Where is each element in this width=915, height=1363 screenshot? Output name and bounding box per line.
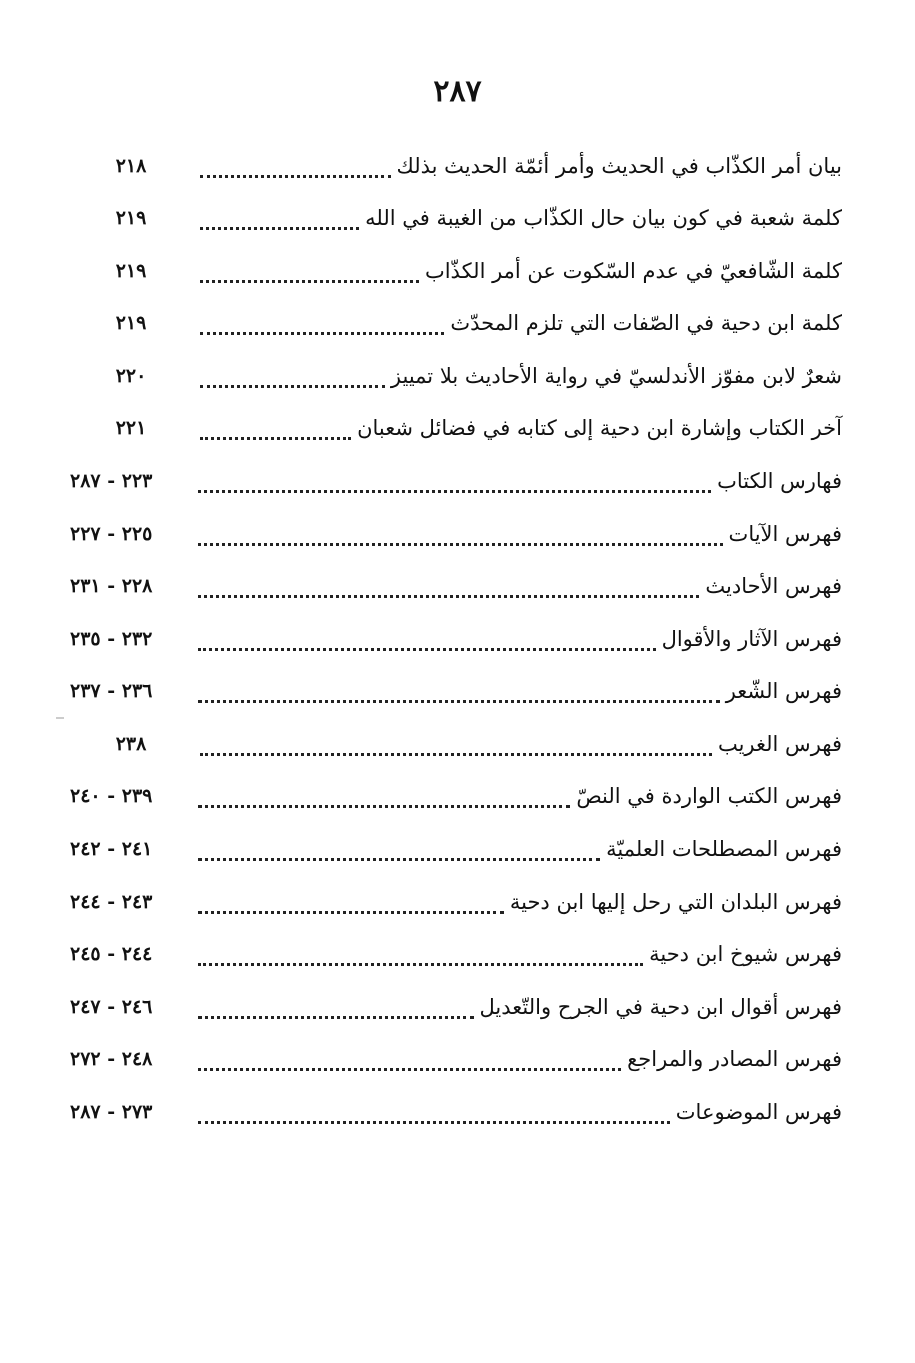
- toc-entry-page: ٢١٩: [115, 207, 147, 229]
- toc-entry-page: ٢٧٣ - ٢٨٧: [70, 1101, 153, 1123]
- toc-entry-page: ٢٤٣ - ٢٤٤: [70, 891, 153, 913]
- toc-entry-title: فهرس أقوال ابن دحية في الجرح والتّعديل: [479, 995, 842, 1019]
- toc-entry-title: فهرس الكتب الواردة في النصّ: [576, 784, 842, 808]
- toc-entry-title: شعرٌ لابن مفوّز الأندلسيّ في رواية الأحاديث بلا تمييز: [390, 364, 842, 388]
- dot-leader: [200, 385, 385, 388]
- toc-entry[interactable]: [70, 196, 842, 236]
- toc-entry-title: فهرس الموضوعات: [675, 1100, 842, 1124]
- dot-leader: [198, 595, 699, 598]
- dot-leader: [200, 280, 419, 283]
- toc-entry-page: ٢٤٦ - ٢٤٧: [70, 996, 153, 1018]
- toc-entry[interactable]: [70, 301, 842, 341]
- dot-leader: [198, 911, 504, 914]
- toc-entry-page: ٢٤٤ - ٢٤٥: [70, 943, 153, 965]
- toc-entry[interactable]: [70, 249, 842, 289]
- toc-entry-title: آخر الكتاب وإشارة ابن دحية إلى كتابه في فضائل شعبان: [357, 416, 842, 440]
- toc-entry-title: فهرس الشّعر: [725, 679, 842, 703]
- toc-entry[interactable]: [70, 512, 842, 552]
- dot-leader: [200, 227, 359, 230]
- toc-entry[interactable]: [70, 144, 842, 184]
- toc-entry-title: فهارس الكتاب: [717, 469, 842, 493]
- toc-entry-title: فهرس الأحاديث: [705, 574, 842, 598]
- toc-entry-title: فهرس الآيات: [728, 522, 842, 546]
- toc-entry[interactable]: [70, 985, 842, 1025]
- toc-entry[interactable]: [70, 459, 842, 499]
- toc-entry-title: كلمة شعبة في كون بيان حال الكذّاب من الغيبة في الله: [365, 206, 842, 230]
- toc-entry-title: فهرس المصطلحات العلميّة: [606, 837, 842, 861]
- toc-entry-page: ٢١٩: [115, 260, 147, 282]
- page-number: ٢٨٧: [433, 74, 482, 109]
- toc-entry-title: فهرس البلدان التي رحل إليها ابن دحية: [509, 890, 842, 914]
- toc-entry-page: ٢٣٩ - ٢٤٠: [70, 785, 153, 807]
- dot-leader: [198, 858, 600, 861]
- dot-leader: [200, 437, 351, 440]
- dot-leader: [198, 1121, 670, 1124]
- table-of-contents: [0, 144, 915, 1144]
- toc-entry[interactable]: [70, 880, 842, 920]
- dot-leader: [198, 648, 656, 651]
- dot-leader: [200, 753, 712, 756]
- dot-leader: [200, 332, 444, 335]
- toc-entry-page: ٢١٩: [115, 312, 147, 334]
- margin-mark: [56, 717, 64, 719]
- toc-entry-page: ٢٤٨ - ٢٧٢: [70, 1048, 153, 1070]
- dot-leader: [198, 543, 723, 546]
- toc-entry-page: ٢٢٣ - ٢٨٧: [70, 470, 153, 492]
- toc-entry[interactable]: [70, 774, 842, 814]
- dot-leader: [198, 1016, 474, 1019]
- toc-entry-title: كلمة ابن دحية في الصّفات التي تلزم المحدّث: [450, 311, 842, 335]
- toc-entry-title: فهرس المصادر والمراجع: [627, 1047, 842, 1071]
- toc-entry-page: ٢٢٨ - ٢٣١: [70, 575, 153, 597]
- dot-leader: [198, 1068, 621, 1071]
- toc-entry[interactable]: [70, 669, 842, 709]
- toc-entry[interactable]: [70, 564, 842, 604]
- toc-entry-title: كلمة الشّافعيّ في عدم السّكوت عن أمر الكذّاب: [424, 259, 842, 283]
- toc-entry-page: ٢١٨: [115, 155, 147, 177]
- dot-leader: [198, 490, 711, 493]
- dot-leader: [198, 963, 643, 966]
- toc-entry-page: ٢٣٢ - ٢٣٥: [70, 628, 153, 650]
- toc-entry-page: ٢٢٠: [115, 365, 147, 387]
- toc-entry[interactable]: [70, 827, 842, 867]
- dot-leader: [200, 175, 391, 178]
- toc-entry-page: ٢٣٨: [115, 733, 147, 755]
- toc-entry[interactable]: [70, 1037, 842, 1077]
- toc-entry-page: ٢٤١ - ٢٤٢: [70, 838, 153, 860]
- toc-entry[interactable]: [70, 722, 842, 762]
- toc-entry-page: ٢٢٥ - ٢٢٧: [70, 523, 153, 545]
- toc-entry-page: ٢٣٦ - ٢٣٧: [70, 680, 153, 702]
- toc-entry[interactable]: [70, 1090, 842, 1130]
- toc-entry[interactable]: [70, 617, 842, 657]
- toc-entry[interactable]: [70, 406, 842, 446]
- toc-entry[interactable]: [70, 932, 842, 972]
- dot-leader: [198, 700, 720, 703]
- toc-entry[interactable]: [70, 354, 842, 394]
- dot-leader: [198, 805, 570, 808]
- toc-entry-title: فهرس الآثار والأقوال: [661, 627, 842, 651]
- toc-entry-title: فهرس الغريب: [717, 732, 842, 756]
- toc-entry-title: بيان أمر الكذّاب في الحديث وأمر أئمّة الحديث بذلك: [396, 154, 842, 178]
- toc-entry-title: فهرس شيوخ ابن دحية: [649, 942, 842, 966]
- toc-entry-page: ٢٢١: [115, 417, 147, 439]
